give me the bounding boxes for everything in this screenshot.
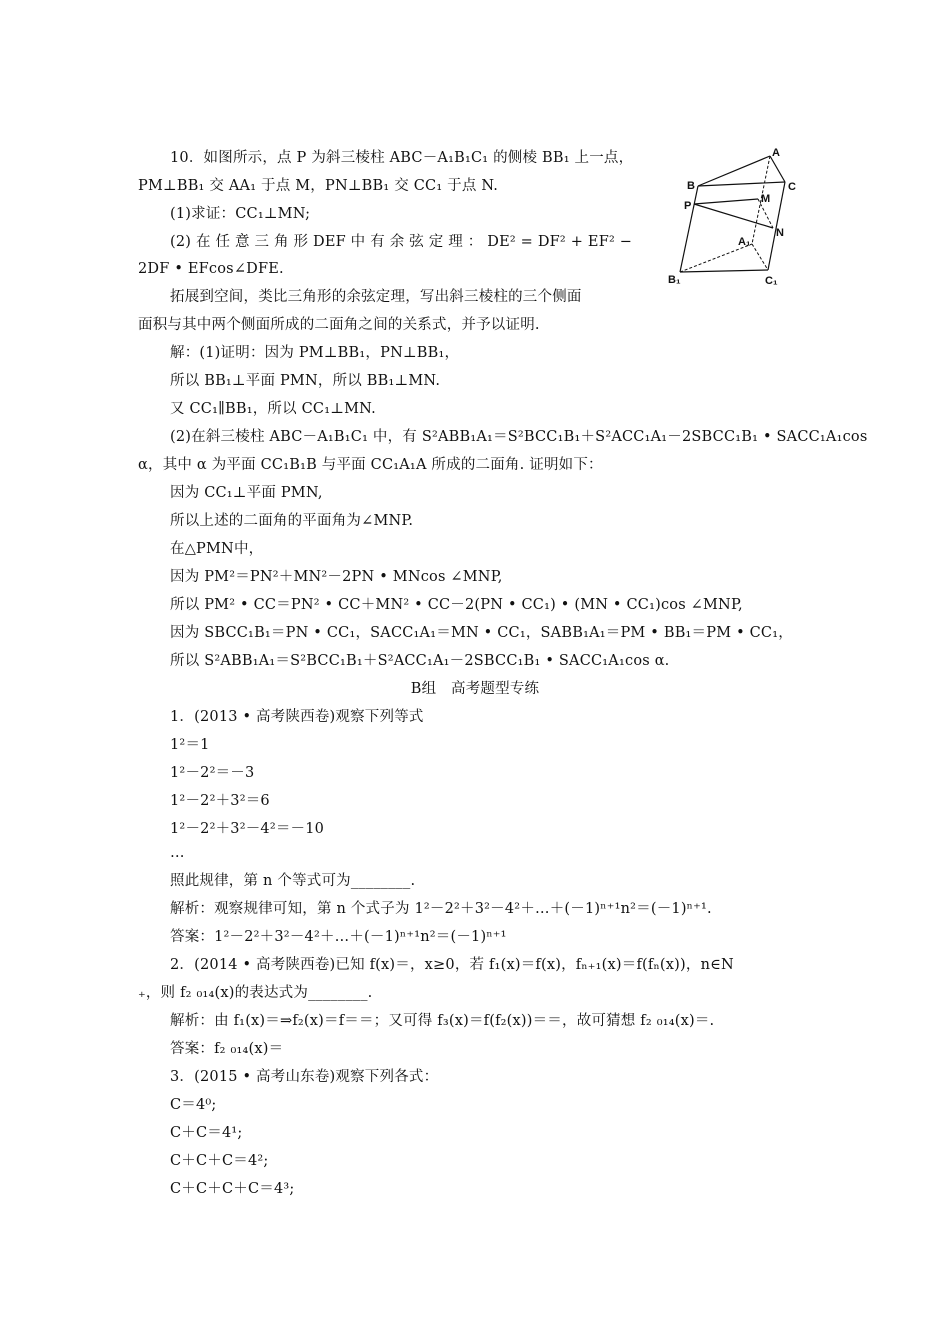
q1-answer: 答案：1²－2²＋3²－4²＋…＋(－1)ⁿ⁺¹n²＝(－1)ⁿ⁺¹ xyxy=(170,929,507,945)
solution-line-4: (2)在斜三棱柱 ABC－A₁B₁C₁ 中，有 S²ABB₁A₁＝S²BCC₁B₁＋S²ACC₁A₁－2SBCC₁B₁ • SACC₁A₁cos xyxy=(170,429,868,445)
solution-line-9: 因为 PM²＝PN²＋MN²－2PN • MNcos ∠MNP, xyxy=(170,569,503,585)
problem-10-part-2: (2) 在 任 意 三 角 形 DEF 中 有 余 弦 定 理 ： DE² = DF² + EF² − xyxy=(170,234,633,250)
q2-stem: 2．(2014 • 高考陕西卷)已知 f(x)＝，x≥0，若 f₁(x)＝f(x)，fₙ₊₁(x)＝f(fₙ(x))，n∈N xyxy=(170,957,734,973)
q3-eq-4: C＋C＋C＋C＝4³; xyxy=(170,1181,295,1197)
label-C1: C₁ xyxy=(765,275,778,287)
q2-answer: 答案：f₂ ₀₁₄(x)＝ xyxy=(170,1041,284,1057)
prism-figure xyxy=(660,146,820,296)
solution-line-2: 所以 BB₁⊥平面 PMN，所以 BB₁⊥MN. xyxy=(170,373,441,389)
problem-10-extension-1: 拓展到空间，类比三角形的余弦定理，写出斜三棱柱的三个侧面 xyxy=(170,289,582,305)
q3-stem: 3．(2015 • 高考山东卷)观察下列各式： xyxy=(170,1069,439,1085)
solution-line-12: 所以 S²ABB₁A₁＝S²BCC₁B₁＋S²ACC₁A₁－2SBCC₁B₁ • SACC₁A₁cos α. xyxy=(170,653,670,669)
problem-10-line-2: PM⊥BB₁ 交 AA₁ 于点 M，PN⊥BB₁ 交 CC₁ 于点 N. xyxy=(138,178,499,194)
q1-eq-1: 1²＝1 xyxy=(170,737,210,753)
q2-stem-cont: ₊，则 f₂ ₀₁₄(x)的表达式为________. xyxy=(138,985,373,1001)
solution-line-7: 所以上述的二面角的平面角为∠MNP. xyxy=(170,513,414,529)
solution-line-5: α，其中 α 为平面 CC₁B₁B 与平面 CC₁A₁A 所成的二面角. 证明如下： xyxy=(138,457,603,473)
solution-line-6: 因为 CC₁⊥平面 PMN, xyxy=(170,485,323,501)
q1-analysis: 解析：观察规律可知，第 n 个式子为 1²－2²＋3²－4²＋…＋(－1)ⁿ⁺¹n²＝(－1)ⁿ⁺¹. xyxy=(170,901,712,917)
label-M: M xyxy=(761,193,771,205)
label-N: N xyxy=(776,227,784,239)
solution-line-11: 因为 SBCC₁B₁＝PN • CC₁，SACC₁A₁＝MN • CC₁，SABB₁A₁＝PM • BB₁＝PM • CC₁， xyxy=(170,625,793,641)
q1-eq-3: 1²－2²＋3²＝6 xyxy=(170,793,270,809)
q1-eq-4: 1²－2²＋3²－4²＝－10 xyxy=(170,821,325,837)
label-B1: B₁ xyxy=(668,274,681,286)
problem-10-extension-2: 面积与其中两个侧面所成的二面角之间的关系式，并予以证明. xyxy=(138,317,540,333)
q1-stem: 1．(2013 • 高考陕西卷)观察下列等式 xyxy=(170,709,424,725)
label-P: P xyxy=(684,200,692,212)
section-b-title: B组 高考题型专练 xyxy=(410,681,540,697)
label-A: A xyxy=(772,147,780,159)
problem-10-line-1: 10．如图所示，点 P 为斜三棱柱 ABC－A₁B₁C₁ 的侧棱 BB₁ 上一点， xyxy=(170,150,634,166)
label-A1: A₁ xyxy=(738,236,751,248)
solution-line-8: 在△PMN中， xyxy=(170,541,264,557)
label-B: B xyxy=(687,180,695,192)
q3-eq-2: C＋C＝4¹; xyxy=(170,1125,243,1141)
q1-prompt: 照此规律，第 n 个等式可为________. xyxy=(170,873,416,889)
q3-eq-3: C＋C＋C＝4²; xyxy=(170,1153,269,1169)
q1-ellipsis: … xyxy=(170,845,185,861)
q2-analysis: 解析：由 f₁(x)＝⇒f₂(x)＝f＝＝；又可得 f₃(x)＝f(f₂(x))＝＝，故可猜想 f₂ ₀₁₄(x)＝. xyxy=(170,1013,715,1029)
solution-line-10: 所以 PM² • CC＝PN² • CC＋MN² • CC－2(PN • CC₁) • (MN • CC₁)cos ∠MNP, xyxy=(170,597,743,613)
problem-10-part-1: (1)求证：CC₁⊥MN; xyxy=(170,206,311,222)
q1-eq-2: 1²－2²＝－3 xyxy=(170,765,255,781)
problem-10-part-2-cont: 2DF • EFcos∠DFE. xyxy=(138,261,284,277)
solution-line-1: 解：(1)证明：因为 PM⊥BB₁，PN⊥BB₁， xyxy=(170,345,460,361)
q3-eq-1: C＝4⁰; xyxy=(170,1097,217,1113)
solution-line-3: 又 CC₁∥BB₁，所以 CC₁⊥MN. xyxy=(170,401,376,417)
label-C: C xyxy=(788,181,796,193)
